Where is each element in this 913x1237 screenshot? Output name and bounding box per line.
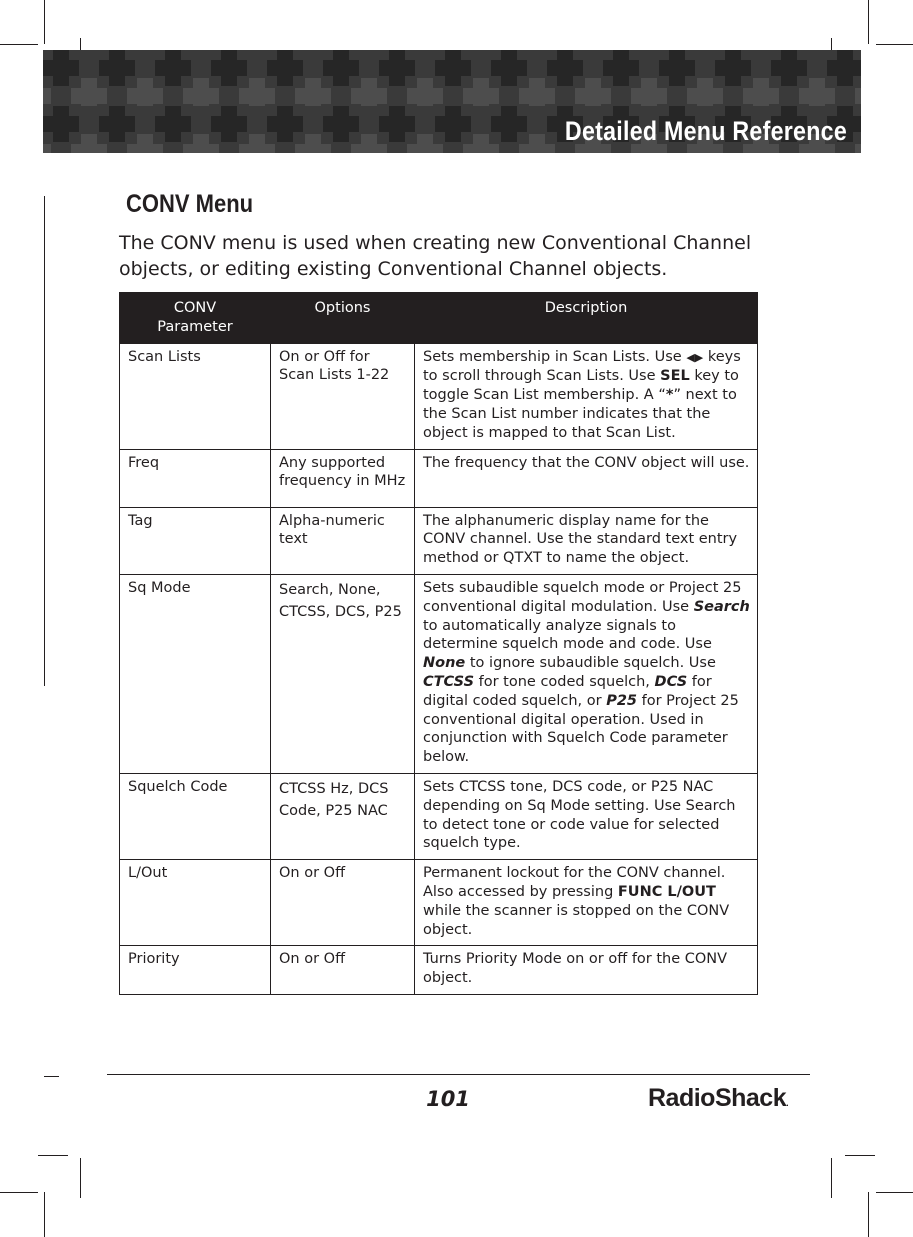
description-cell: The frequency that the CONV object will use. xyxy=(415,449,758,507)
options-cell: On or Off xyxy=(271,946,415,995)
description-cell: Permanent lockout for the CONV channel. Also accessed by pressing FUNC L/OUT while the scanner is stopped on the CONV object. xyxy=(415,860,758,946)
options-cell: Search, None, CTCSS, DCS, P25 xyxy=(271,574,415,773)
key-func-lout: FUNC L/OUT xyxy=(617,883,716,900)
description-cell: Turns Priority Mode on or off for the CONV object. xyxy=(415,946,758,995)
options-cell: Alpha-numeric text xyxy=(271,507,415,574)
radioshack-logo: RadioShack. xyxy=(648,1084,789,1112)
description-cell: Sets membership in Scan Lists. Use ◀▶ keys to scroll through Scan Lists. Use SEL key to toggle Scan List membership. A “*” next to the Scan List number indicates that the object is mapped to that Scan List. xyxy=(415,343,758,449)
margin-rule xyxy=(44,196,45,686)
crop-mark xyxy=(0,1192,38,1193)
header-options: Options xyxy=(271,293,415,344)
table-row xyxy=(120,449,758,507)
table-row xyxy=(120,773,758,859)
parameter-cell: L/Out xyxy=(120,860,271,946)
crop-mark xyxy=(868,0,869,44)
header-description: Description xyxy=(415,293,758,344)
crop-mark xyxy=(44,1192,45,1237)
parameter-cell: Scan Lists xyxy=(120,343,271,449)
parameter-cell: Priority xyxy=(120,946,271,995)
description-cell: The alphanumeric display name for the CONV channel. Use the standard text entry method or QTXT to name the object. xyxy=(415,507,758,574)
intro-paragraph: The CONV menu is used when creating new Conventional Channel objects, or editing existing Conventional Channel objects. xyxy=(119,232,752,280)
parameter-cell: Squelch Code xyxy=(120,773,271,859)
description-cell: Sets CTCSS tone, DCS code, or P25 NAC depending on Sq Mode setting. Use Search to detect tone or code value for selected squelch type. xyxy=(415,773,758,859)
crop-mark xyxy=(876,1192,913,1193)
table-row xyxy=(120,574,758,773)
section-title: CONV Menu xyxy=(126,190,254,218)
page-number: 101 xyxy=(426,1087,470,1111)
crop-mark xyxy=(80,1158,81,1198)
options-cell: On or Off xyxy=(271,860,415,946)
banner-title: Detailed Menu Reference xyxy=(564,116,847,146)
parameter-cell: Sq Mode xyxy=(120,574,271,773)
arrow-keys-icon: ◀▶ xyxy=(686,350,704,364)
crop-mark xyxy=(845,1155,875,1156)
table-row xyxy=(120,946,758,995)
options-cell: Any supported frequency in MHz xyxy=(271,449,415,507)
crop-mark xyxy=(0,44,38,45)
parameter-cell: Tag xyxy=(120,507,271,574)
crop-mark xyxy=(831,1158,832,1198)
crop-mark xyxy=(38,1155,68,1156)
header-parameter: CONV Parameter xyxy=(120,293,271,344)
crop-mark xyxy=(44,0,45,44)
parameter-cell: Freq xyxy=(120,449,271,507)
crop-mark xyxy=(868,1192,869,1237)
table-row xyxy=(120,860,758,946)
footer-rule xyxy=(107,1074,810,1075)
crop-mark xyxy=(44,1076,59,1077)
table-row xyxy=(120,343,758,449)
options-cell: On or Off for Scan Lists 1-22 xyxy=(271,343,415,449)
table-header-row xyxy=(120,293,758,344)
table-row xyxy=(120,507,758,574)
description-cell: Sets subaudible squelch mode or Project 25 conventional digital modulation. Use Search to automatically analyze signals to determine squelch mode and code. Use None to ignore subaudible squelch. Use CTCSS for tone coded squelch, DCS for digital coded squelch, or P25 for Project 25 conventional digital operation. Used in conjunction with Squelch Code parameter below. xyxy=(415,574,758,773)
crop-mark xyxy=(876,44,913,45)
key-sel: SEL xyxy=(660,368,690,385)
options-cell: CTCSS Hz, DCS Code, P25 NAC xyxy=(271,773,415,859)
conv-menu-table xyxy=(119,292,758,995)
